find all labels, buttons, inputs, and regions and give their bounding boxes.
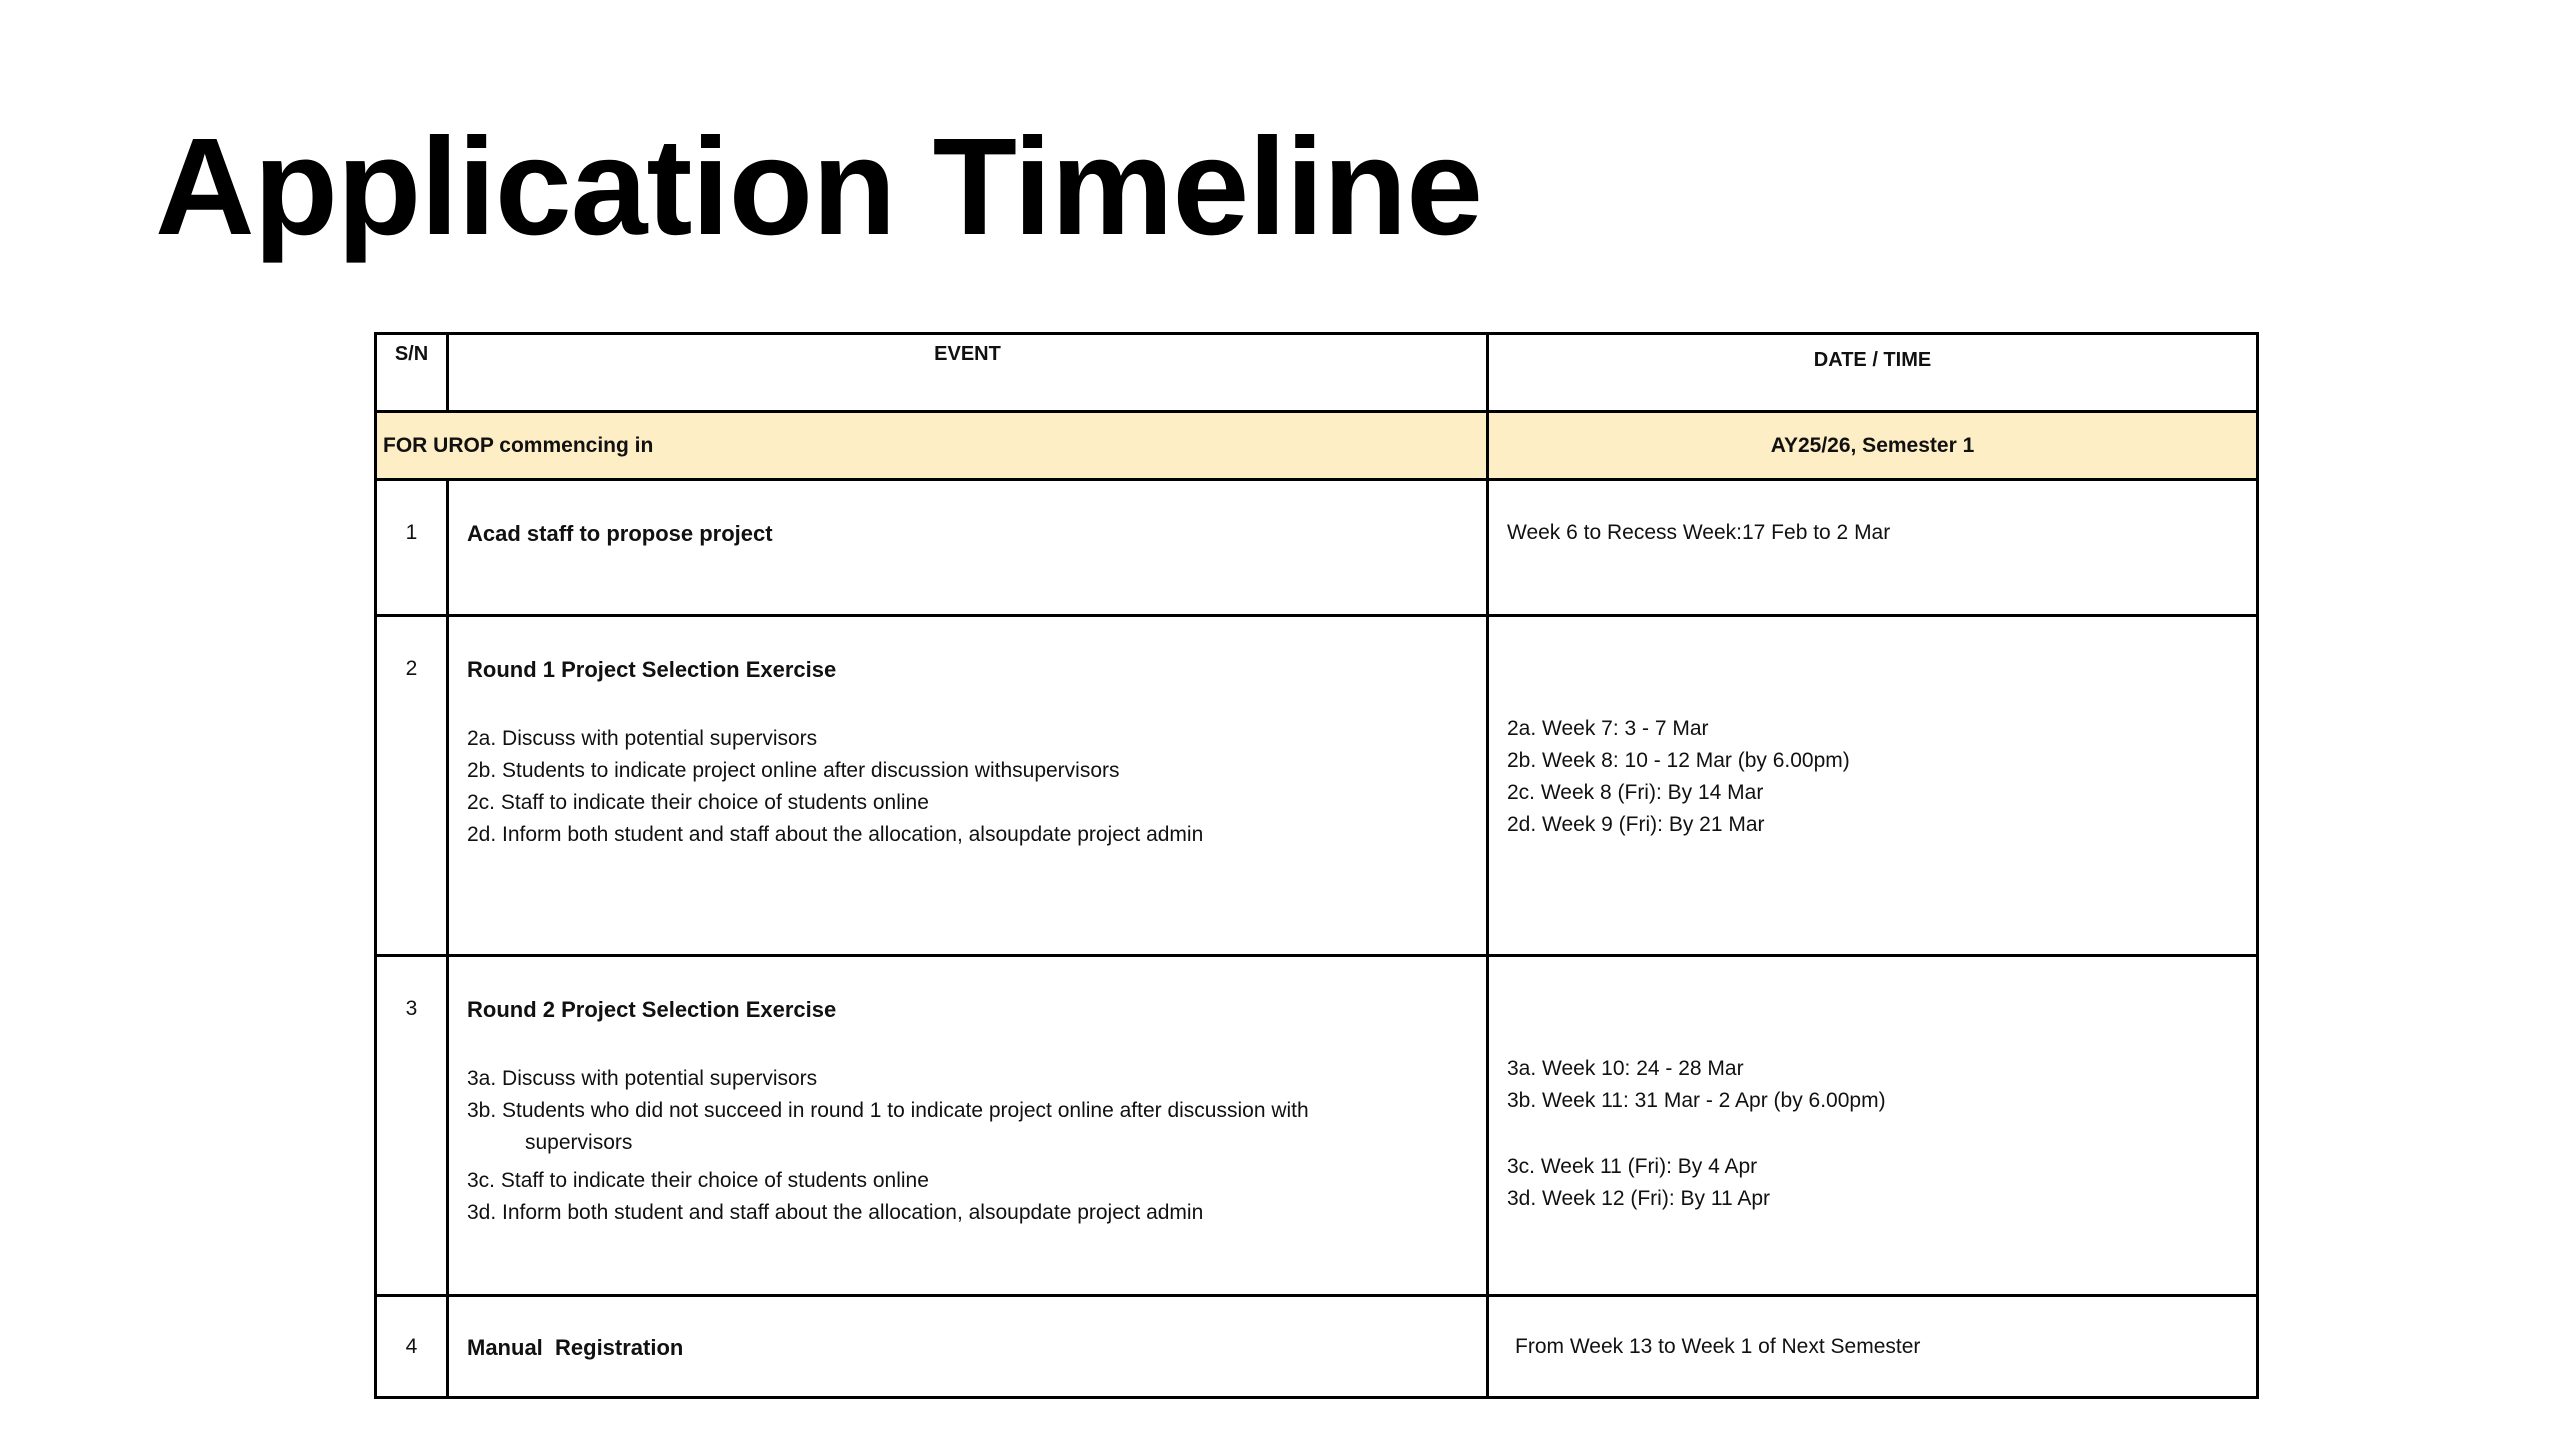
date-item: 3c. Week 11 (Fri): By 4 Apr [1507, 1155, 1758, 1178]
event-title: Round 2 Project Selection Exercise [467, 997, 837, 1022]
row-date [1488, 956, 2258, 1296]
row-date: Week 6 to Recess Week:17 Feb to 2 Mar [1488, 480, 2258, 616]
event-title: Round 1 Project Selection Exercise [467, 657, 837, 682]
table-row [376, 616, 2258, 956]
row-sn: 4 [376, 1296, 448, 1398]
sub-event: 2c. Staff to indicate their choice of students online [467, 791, 929, 814]
row-date [1488, 616, 2258, 956]
table-row [376, 480, 2258, 616]
sub-event: 3d. Inform both student and staff about the allocation, alsoupdate project admin [467, 1201, 1204, 1224]
date-item: 2d. Week 9 (Fri): By 21 Mar [1507, 813, 1765, 836]
event-title: Manual Registration [467, 1335, 684, 1360]
table-row [376, 956, 2258, 1296]
header-sn: S/N [376, 334, 448, 412]
date-item: 2a. Week 7: 3 - 7 Mar [1507, 717, 1709, 740]
commencing-row [376, 412, 2258, 480]
sub-event: 3c. Staff to indicate their choice of students online [467, 1169, 929, 1192]
sub-event-continuation-text: supervisors [525, 1131, 633, 1154]
row-date: From Week 13 to Week 1 of Next Semester [1488, 1296, 2258, 1398]
row-event [448, 616, 1488, 956]
page-title: Application Timeline [155, 110, 1482, 264]
sub-event-list [467, 723, 1468, 851]
date-item: 2c. Week 8 (Fri): By 14 Mar [1507, 781, 1764, 804]
commencing-value: AY25/26, Semester 1 [1488, 412, 2258, 480]
sub-event: 2d. Inform both student and staff about the allocation, alsoupdate project admin [467, 823, 1204, 846]
timeline-table [374, 332, 2259, 1399]
header-event: EVENT [448, 334, 1488, 412]
row-sn: 3 [376, 956, 448, 1296]
sub-event: 2b. Students to indicate project online after discussion withsupervisors [467, 759, 1120, 782]
row-sn: 1 [376, 480, 448, 616]
date-item: 2b. Week 8: 10 - 12 Mar (by 6.00pm) [1507, 749, 1850, 772]
row-event [448, 956, 1488, 1296]
sub-event-list [467, 1063, 1468, 1229]
date-item: 3b. Week 11: 31 Mar - 2 Apr (by 6.00pm) [1507, 1089, 1886, 1112]
row-sn: 2 [376, 616, 448, 956]
header-date-time: DATE / TIME [1488, 334, 2258, 412]
commencing-label: FOR UROP commencing in [376, 412, 1488, 480]
table-row [376, 1296, 2258, 1398]
sub-event: 2a. Discuss with potential supervisors [467, 727, 818, 750]
sub-event-continuation [467, 1127, 1468, 1159]
table-header-row [376, 334, 2258, 412]
event-title: Acad staff to propose project [467, 521, 773, 546]
date-list [1507, 1053, 2238, 1215]
date-list [1507, 713, 2238, 841]
sub-event: 3a. Discuss with potential supervisors [467, 1067, 818, 1090]
row-event [448, 1296, 1488, 1398]
date-item: 3a. Week 10: 24 - 28 Mar [1507, 1057, 1744, 1080]
date-spacer [1507, 1117, 2238, 1151]
row-event [448, 480, 1488, 616]
date-item: 3d. Week 12 (Fri): By 11 Apr [1507, 1187, 1770, 1210]
sub-event: 3b. Students who did not succeed in round 1 to indicate project online after discussion with [467, 1099, 1309, 1122]
